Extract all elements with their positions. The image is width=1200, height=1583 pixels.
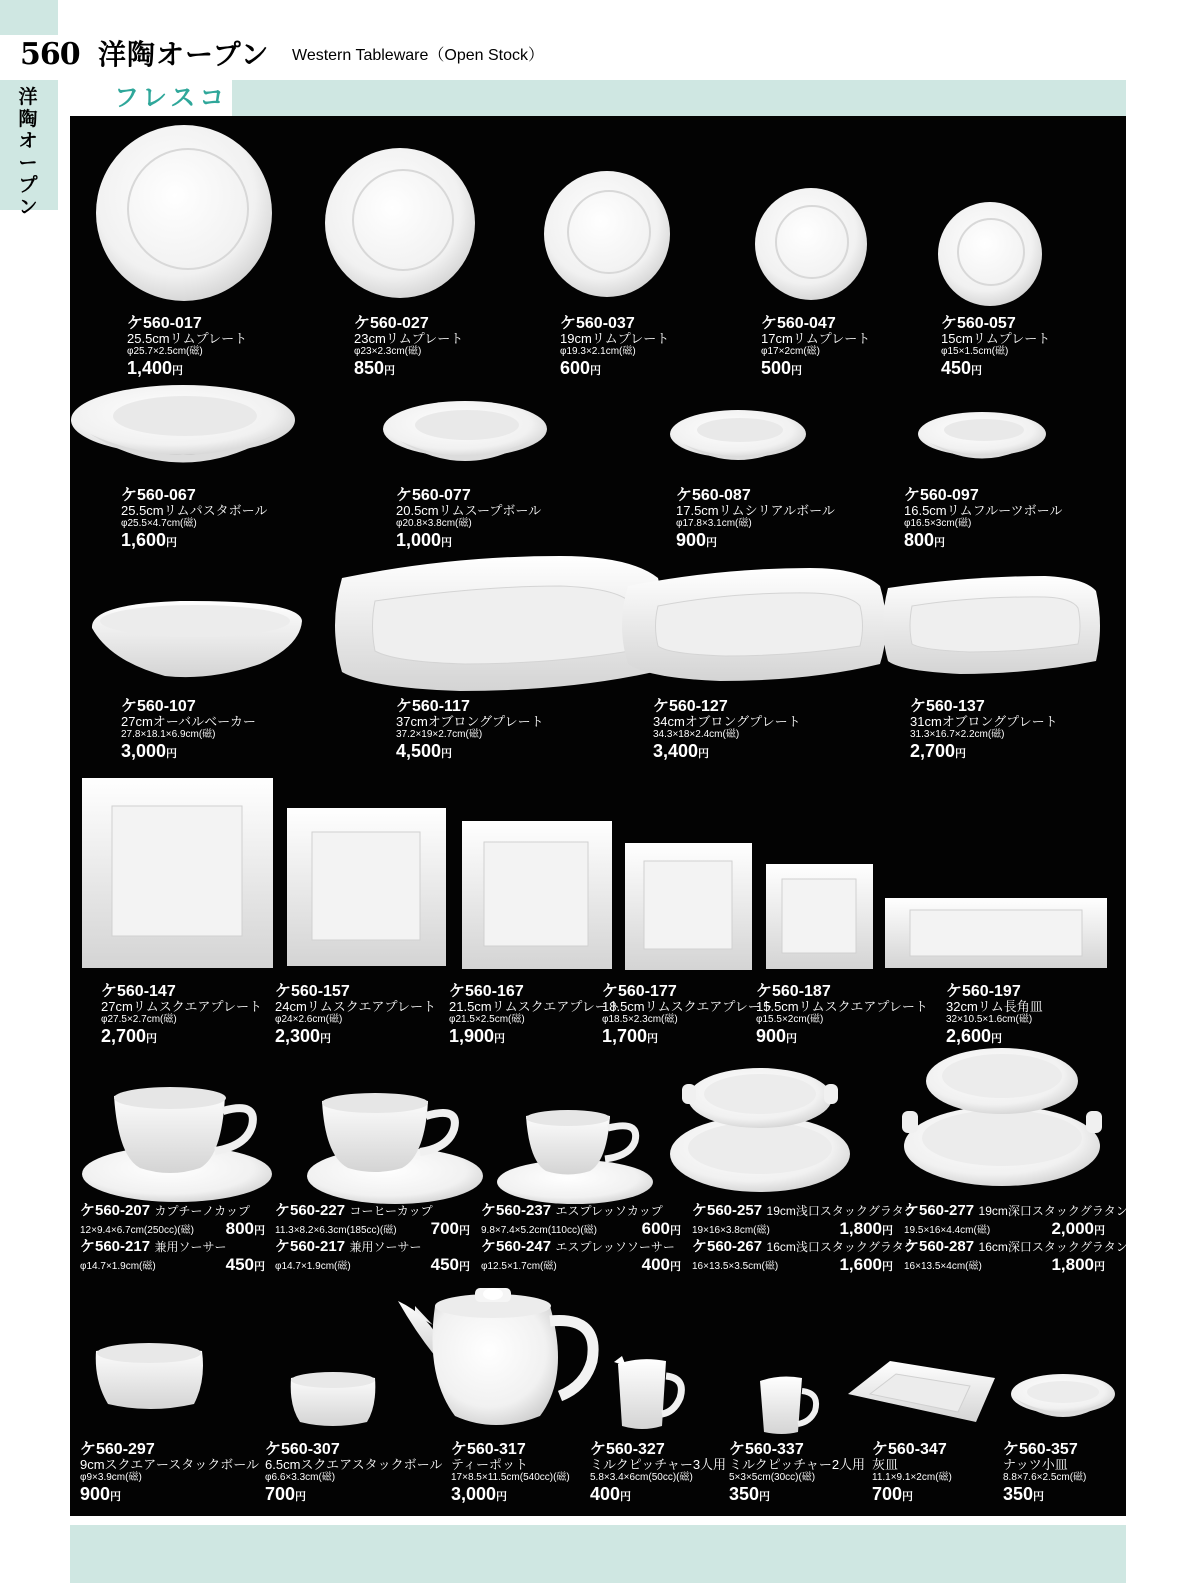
- milk-pitcher-2-image: [760, 1377, 816, 1434]
- square-plate-24cm-image: [287, 808, 446, 966]
- pasta-bowl-image: [71, 385, 295, 463]
- item-price: 700円: [265, 1484, 307, 1504]
- gratin-dims-line: 19.5×16×4.4cm(磁) 2,000円: [904, 1219, 1105, 1238]
- cup-line: ケ560-207 カプチーノカップ: [80, 1202, 251, 1219]
- item-name: 15.5cmリムスクエアプレート: [756, 999, 928, 1014]
- fruit-bowl-image: [918, 412, 1046, 459]
- item-dims: φ18.5×2.3cm(磁): [602, 1014, 678, 1025]
- square-stack-bowl-6cm-image: [291, 1372, 376, 1426]
- item-price: 600円: [560, 358, 602, 378]
- item-price: 900円: [676, 530, 718, 550]
- item-560-097: [904, 488, 1062, 553]
- item-dims: φ25.5×4.7cm(磁): [121, 518, 197, 529]
- top-tab: [0, 0, 58, 35]
- item-price: 500円: [761, 358, 803, 378]
- item-560-037: [560, 316, 669, 381]
- item-560-147: [101, 984, 262, 1049]
- item-dims: φ9×3.9cm(磁): [80, 1472, 142, 1483]
- item-price: 1,400円: [127, 358, 184, 378]
- soup-bowl-image: [383, 401, 547, 461]
- item-dims: φ6.6×3.3cm(磁): [265, 1472, 336, 1483]
- item-code: ケ560-347: [872, 1441, 947, 1458]
- item-name: 9cmスクエアースタックボール: [80, 1457, 259, 1472]
- item-code: ケ560-087: [676, 487, 751, 504]
- item-name: 32cmリム長角皿: [946, 999, 1043, 1014]
- deep-gratin-image: [902, 1048, 1102, 1186]
- gratin-line: ケ560-267 16cm浅口スタックグラタン: [692, 1238, 916, 1255]
- bottom-band: [70, 1525, 1126, 1583]
- page-subtitle: Western Tableware（Open Stock）: [292, 47, 544, 64]
- item-dims: φ24×2.6cm(磁): [275, 1014, 343, 1025]
- item-dims: φ27.5×2.7cm(磁): [101, 1014, 177, 1025]
- item-name: ティーポット: [451, 1457, 528, 1472]
- item-dims: φ16.5×3cm(磁): [904, 518, 972, 529]
- item-name: 18.5cmリムスクエアプレート: [602, 999, 774, 1014]
- item-price: 3,000円: [121, 741, 178, 761]
- item-name: 25.5cmリムパスタボール: [121, 503, 268, 518]
- item-560-337: [729, 1442, 865, 1507]
- cup-line: ケ560-227 コーヒーカップ: [275, 1202, 433, 1219]
- cereal-bowl-image: [670, 410, 806, 460]
- item-price: 3,000円: [451, 1484, 508, 1504]
- item-code: ケ560-187: [756, 983, 831, 1000]
- saucer-dims-line: φ12.5×1.7cm(磁) 400円: [481, 1255, 681, 1274]
- item-code: ケ560-297: [80, 1441, 155, 1458]
- item-560-197: [946, 984, 1043, 1049]
- item-code: ケ560-047: [761, 315, 836, 332]
- square-plate-15cm-image: [766, 864, 873, 969]
- item-price: 3,400円: [653, 741, 710, 761]
- oval-baker-image: [92, 601, 302, 677]
- square-stack-bowl-9cm-image: [96, 1343, 203, 1409]
- rect-plate-32cm-image: [885, 898, 1107, 968]
- item-code: ケ560-337: [729, 1441, 804, 1458]
- item-560-157: [275, 984, 436, 1049]
- item-price: 1,900円: [449, 1026, 506, 1046]
- coffee-block: [275, 1202, 470, 1274]
- item-dims: φ23×2.3cm(磁): [354, 346, 422, 357]
- gratin-line: ケ560-277 19cm深口スタックグラタン: [904, 1202, 1128, 1219]
- item-dims: 5.8×3.4×6cm(50cc)(磁): [590, 1472, 693, 1483]
- item-name: 灰皿: [872, 1457, 899, 1472]
- gratin-line: ケ560-257 19cm浅口スタックグラタン: [692, 1202, 916, 1219]
- page-number: 560: [20, 37, 80, 72]
- plate-25cm-image: [96, 125, 272, 301]
- item-code: ケ560-017: [127, 315, 202, 332]
- item-560-127: [653, 699, 801, 764]
- item-price: 2,700円: [101, 1026, 158, 1046]
- item-dims: 31.3×16.7×2.2cm(磁): [910, 729, 1005, 740]
- item-code: ケ560-177: [602, 983, 677, 1000]
- item-560-317: [451, 1442, 570, 1507]
- side-tab-label: 洋陶オープン: [18, 86, 38, 218]
- item-name: 21.5cmリムスクエアプレート: [449, 999, 621, 1014]
- teapot-image: [398, 1288, 593, 1425]
- item-dims: 37.2×19×2.7cm(磁): [396, 729, 483, 740]
- cappuccino-block: [80, 1202, 265, 1274]
- item-name: 6.5cmスクエアスタックボール: [265, 1457, 443, 1472]
- item-name: 34cmオブロングプレート: [653, 714, 801, 729]
- item-name: 27cmオーバルベーカー: [121, 714, 256, 729]
- gratin-dims-line: 16×13.5×4cm(磁) 1,800円: [904, 1255, 1105, 1274]
- item-dims: 5×3×5cm(30cc)(磁): [729, 1472, 816, 1483]
- saucer-dims-line: φ14.7×1.9cm(磁) 450円: [80, 1255, 265, 1274]
- espresso-block: [481, 1202, 681, 1274]
- gratin-dims-line: 16×13.5×3.5cm(磁) 1,600円: [692, 1255, 893, 1274]
- item-name: 19cmリムプレート: [560, 331, 670, 346]
- item-name: 23cmリムプレート: [354, 331, 464, 346]
- espresso-cup-image: [497, 1110, 653, 1204]
- plate-19cm-image: [544, 171, 670, 297]
- item-code: ケ560-137: [910, 698, 985, 715]
- item-name: 24cmリムスクエアプレート: [275, 999, 437, 1014]
- page-title: 洋陶オープン: [98, 38, 270, 71]
- item-560-187: [756, 984, 928, 1049]
- item-name: 16.5cmリムフルーツボール: [904, 503, 1063, 518]
- oblong-34cm-image: [622, 568, 886, 681]
- item-code: ケ560-197: [946, 983, 1021, 1000]
- saucer-line: ケ560-247 エスプレッソソーサー: [481, 1238, 675, 1255]
- item-price: 2,600円: [946, 1026, 1003, 1046]
- item-price: 2,300円: [275, 1026, 332, 1046]
- item-dims: 27.8×18.1×6.9cm(磁): [121, 729, 216, 740]
- item-dims: φ21.5×2.5cm(磁): [449, 1014, 525, 1025]
- item-code: ケ560-127: [653, 698, 728, 715]
- item-name: 31cmオブロングプレート: [910, 714, 1058, 729]
- nut-dish-image: [1011, 1374, 1115, 1417]
- item-name: 37cmオブロングプレート: [396, 714, 544, 729]
- item-560-297: [80, 1442, 259, 1507]
- saucer-line: ケ560-217 兼用ソーサー: [80, 1238, 227, 1255]
- saucer-line: ケ560-217 兼用ソーサー: [275, 1238, 422, 1255]
- item-price: 2,700円: [910, 741, 967, 761]
- series-marker: [70, 80, 104, 116]
- item-560-077: [396, 488, 541, 553]
- item-code: ケ560-037: [560, 315, 635, 332]
- item-price: 700円: [872, 1484, 914, 1504]
- oblong-37cm-image: [335, 556, 664, 691]
- gratin-line: ケ560-287 16cm深口スタックグラタン: [904, 1238, 1128, 1255]
- coffee-cup-image: [307, 1093, 483, 1204]
- gratin-dims-line: 19×16×3.8cm(磁) 1,800円: [692, 1219, 893, 1238]
- plate-15cm-image: [938, 202, 1042, 306]
- item-560-087: [676, 488, 835, 553]
- item-560-167: [449, 984, 621, 1049]
- item-price: 350円: [1003, 1484, 1045, 1504]
- item-dims: φ15×1.5cm(磁): [941, 346, 1009, 357]
- cup-dims-line: 12×9.4×6.7cm(250cc)(磁) 800円: [80, 1219, 265, 1238]
- item-price: 400円: [590, 1484, 632, 1504]
- item-code: ケ560-117: [396, 698, 470, 715]
- item-name: 15cmリムプレート: [941, 331, 1051, 346]
- item-price: 850円: [354, 358, 396, 378]
- item-dims: φ20.8×3.8cm(磁): [396, 518, 472, 529]
- item-560-327: [590, 1442, 726, 1507]
- item-code: ケ560-097: [904, 487, 979, 504]
- item-code: ケ560-327: [590, 1441, 665, 1458]
- item-price: 900円: [80, 1484, 122, 1504]
- item-price: 450円: [941, 358, 983, 378]
- item-price: 1,700円: [602, 1026, 659, 1046]
- item-dims: φ15.5×2cm(磁): [756, 1014, 824, 1025]
- item-price: 1,000円: [396, 530, 453, 550]
- item-dims: φ17×2cm(磁): [761, 346, 820, 357]
- saucer-dims-line: φ14.7×1.9cm(磁) 450円: [275, 1255, 470, 1274]
- item-560-057: [941, 316, 1050, 381]
- item-dims: 17×8.5×11.5cm(540cc)(磁): [451, 1472, 570, 1483]
- cup-dims-line: 11.3×8.2×6.3cm(185cc)(磁) 700円: [275, 1219, 470, 1238]
- item-name: 25.5cmリムプレート: [127, 331, 248, 346]
- item-dims: φ19.3×2.1cm(磁): [560, 346, 636, 357]
- item-dims: 32×10.5×1.6cm(磁): [946, 1014, 1033, 1025]
- item-price: 350円: [729, 1484, 771, 1504]
- item-560-047: [761, 316, 870, 381]
- item-dims: φ17.8×3.1cm(磁): [676, 518, 752, 529]
- milk-pitcher-3-image: [614, 1356, 681, 1429]
- item-price: 800円: [904, 530, 946, 550]
- item-name: 17.5cmリムシリアルボール: [676, 503, 835, 518]
- item-code: ケ560-157: [275, 983, 350, 1000]
- ashtray-image: [848, 1361, 995, 1422]
- item-560-137: [910, 699, 1058, 764]
- item-name: 20.5cmリムスープボール: [396, 503, 542, 518]
- item-price: 4,500円: [396, 741, 453, 761]
- square-plate-18cm-image: [625, 843, 752, 970]
- oblong-31cm-image: [883, 576, 1100, 674]
- item-560-177: [602, 984, 774, 1049]
- item-560-347: [872, 1442, 952, 1507]
- series-label: フレスコ: [114, 83, 229, 112]
- item-dims: φ25.7×2.5cm(磁): [127, 346, 203, 357]
- item-price: 900円: [756, 1026, 798, 1046]
- item-name: 27cmリムスクエアプレート: [101, 999, 263, 1014]
- item-560-357: [1003, 1442, 1086, 1507]
- cup-dims-line: 9.8×7.4×5.2cm(110cc)(磁) 600円: [481, 1219, 681, 1238]
- item-name: 17cmリムプレート: [761, 331, 871, 346]
- item-code: ケ560-167: [449, 983, 524, 1000]
- cup-line: ケ560-237 エスプレッソカップ: [481, 1202, 663, 1219]
- item-name: ミルクピッチャー3人用: [590, 1457, 727, 1472]
- item-code: ケ560-027: [354, 315, 429, 332]
- item-code: ケ560-307: [265, 1441, 340, 1458]
- item-dims: 11.1×9.1×2cm(磁): [872, 1472, 952, 1483]
- item-560-107: [121, 699, 256, 764]
- item-560-027: [354, 316, 463, 381]
- item-560-117: [396, 699, 544, 764]
- item-560-307: [265, 1442, 442, 1507]
- item-code: ケ560-077: [396, 487, 471, 504]
- item-code: ケ560-317: [451, 1441, 526, 1458]
- shallow-gratin-image: [670, 1068, 850, 1192]
- item-price: 1,600円: [121, 530, 178, 550]
- plate-23cm-image: [325, 148, 475, 298]
- plate-17cm-image: [755, 188, 867, 300]
- deep-gratin-block: [904, 1202, 1128, 1274]
- item-560-067: [121, 488, 267, 553]
- item-code: ケ560-147: [101, 983, 176, 1000]
- item-code: ケ560-057: [941, 315, 1016, 332]
- item-dims: 34.3×18×2.4cm(磁): [653, 729, 740, 740]
- shallow-gratin-block: [692, 1202, 916, 1274]
- cappuccino-cup-image: [82, 1087, 272, 1202]
- item-name: ナッツ小皿: [1003, 1457, 1068, 1472]
- square-plate-27cm-image: [82, 778, 273, 968]
- item-name: ミルクピッチャー2人用: [729, 1457, 866, 1472]
- item-code: ケ560-357: [1003, 1441, 1078, 1458]
- item-code: ケ560-067: [121, 487, 196, 504]
- item-dims: 8.8×7.6×2.5cm(磁): [1003, 1472, 1087, 1483]
- item-code: ケ560-107: [121, 698, 196, 715]
- square-plate-21cm-image: [462, 821, 612, 969]
- item-560-017: [127, 316, 247, 381]
